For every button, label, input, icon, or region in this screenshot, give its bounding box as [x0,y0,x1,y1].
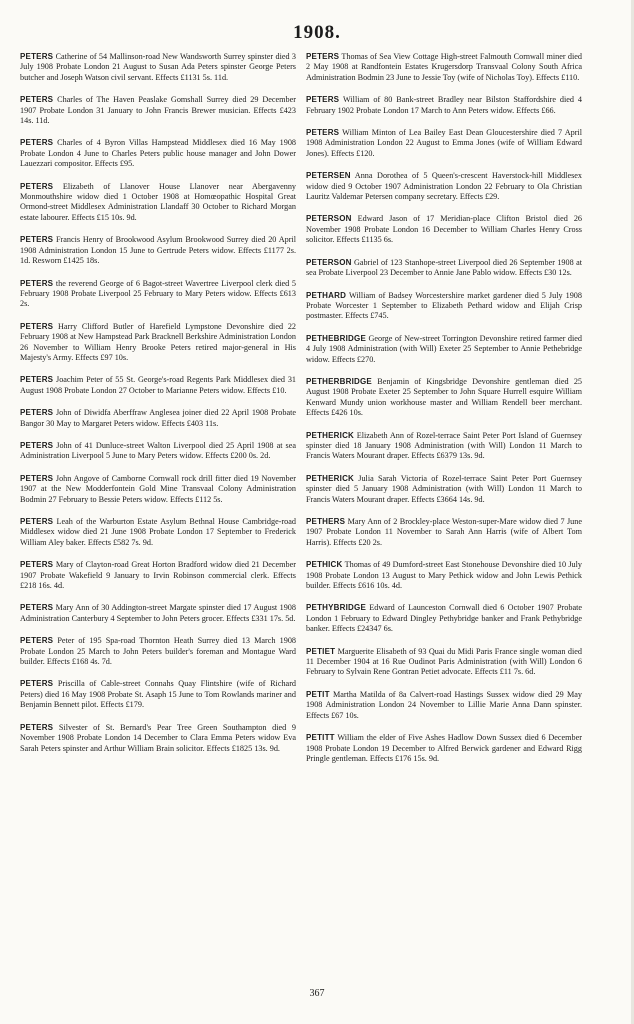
entry-text: Harry Clifford Butler of Harefield Lympstone Devonshire died 22 February 1908 at New Hampstead Park Bracknell Berkshire Administration London 26 November to William Henry Brooke Peters retired major-general in His Majesty's Army. Effects £97 10s. [20,321,297,362]
entry-text: Mary of Clayton-road Great Horton Bradford widow died 21 December 1907 Probate Wakefield 9 January to Irvin Robinson commercial clerk. Effects £218 16s. 4d. [20,560,296,591]
entry-text: John of 41 Dunluce-street Walton Liverpool died 25 April 1908 at sea Administration Liverpool 5 June to Mary Peters widow. Effects £200 0s. 2d. [20,440,296,461]
entry-text: Edward Jason of 17 Meridian-place Clifton Bristol died 26 November 1908 Probate London 16 December to William Charles Henry Cross solicitor. Effects £1135 6s. [306,214,583,245]
entry-surname: PETHERS [306,517,346,526]
entry-surname: PETERS [20,473,54,483]
entry-surname: PETERS [20,408,54,418]
entry [20,279,296,310]
entry [306,258,582,279]
entry [20,182,296,224]
entry-text: John Angove of Camborne Cornwall rock drill fitter died 19 November 1907 at the New Modderfontein Gold Mine Transvaal Colony Administration Bodmin 27 February to Bessie Peters widow. Effects £112 5s. [20,473,297,504]
entry-text: Joachim Peter of 55 St. George's-road Regents Park Middlesex died 31 August 1908 Probate London 27 October to Marianne Peters widow. Effects £10. [20,375,297,395]
entry-text: Elizabeth Ann of Rozel-terrace Saint Peter Port Island of Guernsey spinster died 18 January 1908 Administration (with Will) London 11 March to Francis Waters Mourant draper. Effects £6379 13s. 9d. [306,430,582,461]
entry-surname: PETERS [20,321,54,331]
entry-surname: PETERSON [306,257,352,267]
entry-surname: PETERS [20,636,54,646]
entry-text: Silvester of St. Bernard's Pear Tree Green Southampton died 9 November 1908 Probate London 14 December to Clara Emma Peters widow Eva Sarah Peters spinster and Arthur William Brain solicitor. Effects £1825 13s. 9d. [20,722,296,753]
entry-text: Francis Henry of Brookwood Asylum Brookwood Surrey died 20 April 1908 Administration London 15 June to Gertrude Peters widow. Effects £1177 2s. 1d. Resworn £1425 18s. [20,235,296,266]
entry [306,291,582,322]
entry [20,52,296,83]
entry-surname: PETHICK [306,560,343,570]
entry-surname: PETERSEN [306,171,351,181]
entry [20,560,296,591]
entry [20,138,296,169]
entry-text: Peter of 195 Spa-road Thornton Heath Surrey died 13 March 1908 Probate London 25 March to John Peters builder's foreman and Montague Ward builder. Effects £168 4s. 7d. [20,636,297,667]
entry-text: Thomas of 49 Dumford-street East Stonehouse Devonshire died 10 July 1908 Probate London 13 August to Mary Pethick widow and John Lewis Pethick builder. Effects £616 10s. 4d. [306,560,582,591]
entry-surname: PETERS [20,181,54,191]
entry-text: William the elder of Five Ashes Hadlow Down Sussex died 6 December 1908 Probate London 19 December to Alfred Berwick gardener and Edward Rigg Pringle gentleman. Effects £176 15s. 9d. [306,733,582,763]
entry-text: Gabriel of 123 Stanhope-street Liverpool died 26 September 1908 at sea Probate Liverpool 23 December to Annie Jane Pablo widow. Effects £30 12s. [306,257,583,278]
entry [306,603,582,634]
entry-text: Martha Matilda of 8a Calvert-road Hastings Sussex widow died 29 May 1908 Administration London 24 November to Lillie Marie Anna Dann spinster. Effects £67 10s. [306,689,583,720]
entry [306,214,582,245]
page-title: 1908. [293,22,341,43]
entry-surname: PETERSON [306,214,352,224]
entry-surname: PETERS [20,517,54,526]
entry [306,128,582,159]
entry-surname: PETERS [20,52,54,61]
entry [20,408,296,429]
entry-text: William Minton of Lea Bailey East Dean Gloucestershire died 7 April 1908 Administration London 22 August to Emma Jones (wife of William Edward Jones). Effects £120. [306,128,582,158]
entry-text: Anna Dorothea of 5 Queen's-crescent Haverstock-hill Middlesex widow died 9 October 1907 Administration London 22 February to Ola Christian Lauritz Valdemar Petersen company secretary. Effects £29. [306,171,582,202]
entry [306,517,582,548]
entry-text: Mary Ann of 2 Brockley-place Weston-super-Mare widow died 7 June 1907 Probate London 11 November to Sarah Ann Harris (wife of Albert Tom Harris). Effects £20 2s. [306,517,582,547]
entry-surname: PETIT [306,689,330,699]
entry-surname: PETHEBRIDGE [306,333,366,343]
entry [20,95,296,126]
entry [20,474,296,505]
entry-surname: PETERS [20,278,54,288]
entry [20,636,296,667]
entry [306,377,582,419]
entry-text: John of Diwidfa Aberffraw Anglesea joiner died 22 April 1908 Probate Bangor 30 May to Margaret Peters widow. Effects £403 11s. [20,408,297,428]
entry [20,679,296,710]
entry [20,235,296,266]
entry [20,603,296,624]
entry [306,52,582,83]
entry-text: Charles of The Haven Peaslake Gomshall Surrey died 29 December 1907 Probate London 31 January to John Francis Brewer musician. Effects £423 14s. 11d. [20,95,297,126]
entry-surname: PETERS [20,375,54,385]
entry-surname: PETHERICK [306,430,355,440]
entry [306,474,582,505]
entry [306,560,582,591]
entry [306,95,582,116]
entry-surname: PETHERICK [306,473,355,483]
entry [306,733,582,764]
entry-surname: PETERS [306,95,340,105]
entry-surname: PETERS [306,128,340,138]
entry [306,647,582,678]
entry-text: William of 80 Bank-street Bradley near Bilston Staffordshire died 4 February 1902 Probate London 17 March to Ann Peters widow. Effects £66. [306,95,582,115]
entry-text: Marguerite Elisabeth of 93 Quai du Midi Paris France single woman died 11 December 1904 at 16 Rue Oudinot Paris Administration (with Will) London 6 February to Sylvain Rene Gontran Petiet advocate. Effects £11 7s. 6d. [306,646,582,677]
entry [306,171,582,202]
entry-surname: PETERS [20,603,54,613]
entry-text: Leah of the Warburton Estate Asylum Bethnal House Cambridge-road Middlesex widow died 21 June 1908 Probate London 17 September to Frederick William Aley baker. Effects £582 7s. 9d. [20,517,297,547]
entry-surname: PETERS [20,235,54,245]
right-column [306,52,582,764]
entry-surname: PETITT [306,733,335,743]
entry [20,517,296,548]
entry-text: Julia Sarah Victoria of Rozel-terrace Saint Peter Port Guernsey spinster died 5 January 1908 Administration (with Will) London 11 March to Francis Waters Mourant draper. Effects £3664 14s. 9d. [306,473,583,504]
entry-text: Elizabeth of Llanover House Llanover near Abergavenny Monmouthshire widow died 1 October 1908 at Homœopathic Hospital Great Ormond-street Middlesex Administration Llandaff 30 October to Richard Morgan estate labourer. Effects £15 10s. 9d. [20,181,297,222]
entry-surname: PETERS [20,722,54,732]
entry [306,334,582,365]
entry-text: Charles of 4 Byron Villas Hampstead Middlesex died 16 May 1908 Probate London 4 June to Charles Peters public house manager and John Dower Lauezzari compositor. Effects £95. [20,138,297,169]
entry-surname: PETERS [20,440,54,450]
entry [20,441,296,462]
entry-text: Thomas of Sea View Cottage High-street Falmouth Cornwall miner died 2 May 1908 at Randfontein Estates Krugersdorp Transvaal Colony South Africa Administration Bodmin 23 June to Jessie Toy (wife of Nicholas Toy). Effects £110. [306,52,582,82]
entry-text: Priscilla of Cable-street Connahs Quay Flintshire (wife of Richard Peters) died 16 May 1908 Probate St. Asaph 15 June to Tom Rowlands mariner and Benjamin Bennett pilot. Effects £179. [20,679,297,710]
entry-surname: PETERS [20,138,54,148]
entry-text: George of New-street Torrington Devonshire retired farmer died 4 July 1908 Administration (with Will) Exeter 25 September to Annie Pethebridge widow. Effects £270. [306,333,582,364]
entry-surname: PETHYBRIDGE [306,603,366,613]
entry-surname: PETERS [20,95,54,105]
entry-text: the reverend George of 6 Bagot-street Wavertree Liverpool clerk died 5 February 1908 Probate Liverpool 25 February to Mary Peters widow. Effects £613 2s. [20,278,296,309]
page-number: 367 [309,988,325,999]
entry-text: Benjamin of Kingsbridge Devonshire gentleman died 25 August 1908 Probate Exeter 25 September to John Square Hurrell esquire William Kenward Mundy union workhouse master and William Rendell beer merchant. Effects £426 10s. [306,376,583,418]
entry-text: Mary Ann of 30 Addington-street Margate spinster died 17 August 1908 Administration Canterbury 4 September to John Peters grocer. Effects £331 17s. 5d. [20,603,296,623]
entry [20,723,296,754]
entry-text: Edward of Launceston Cornwall died 6 October 1907 Probate London 1 February to Edward Dingley Pethybridge banker and Frank Pethybridge banker. Effects £24347 6s. [306,603,582,634]
entry-surname: PETIET [306,646,336,656]
entry-surname: PETERS [20,560,54,570]
entry [20,322,296,364]
entry [20,375,296,396]
entry [306,690,582,721]
left-column [20,52,296,754]
entry-text: Catherine of 54 Mallinson-road New Wandsworth Surrey spinster died 3 July 1908 Probate London 21 August to Susan Ada Peters spinster George Peters butcher and Joseph Watson civil servant. Effects £1131 5s. 11d. [20,52,297,82]
entry-surname: PETERS [20,679,54,689]
entry-surname: PETERS [306,52,340,61]
entry [306,431,582,462]
entry-text: William of Badsey Worcestershire market gardener died 5 July 1908 Probate Worcester 1 September to Elizabeth Pethard widow and Elijah Crisp postmaster. Effects £745. [306,290,582,321]
entry-surname: PETHARD [306,290,347,300]
entry-surname: PETHERBRIDGE [306,376,372,386]
